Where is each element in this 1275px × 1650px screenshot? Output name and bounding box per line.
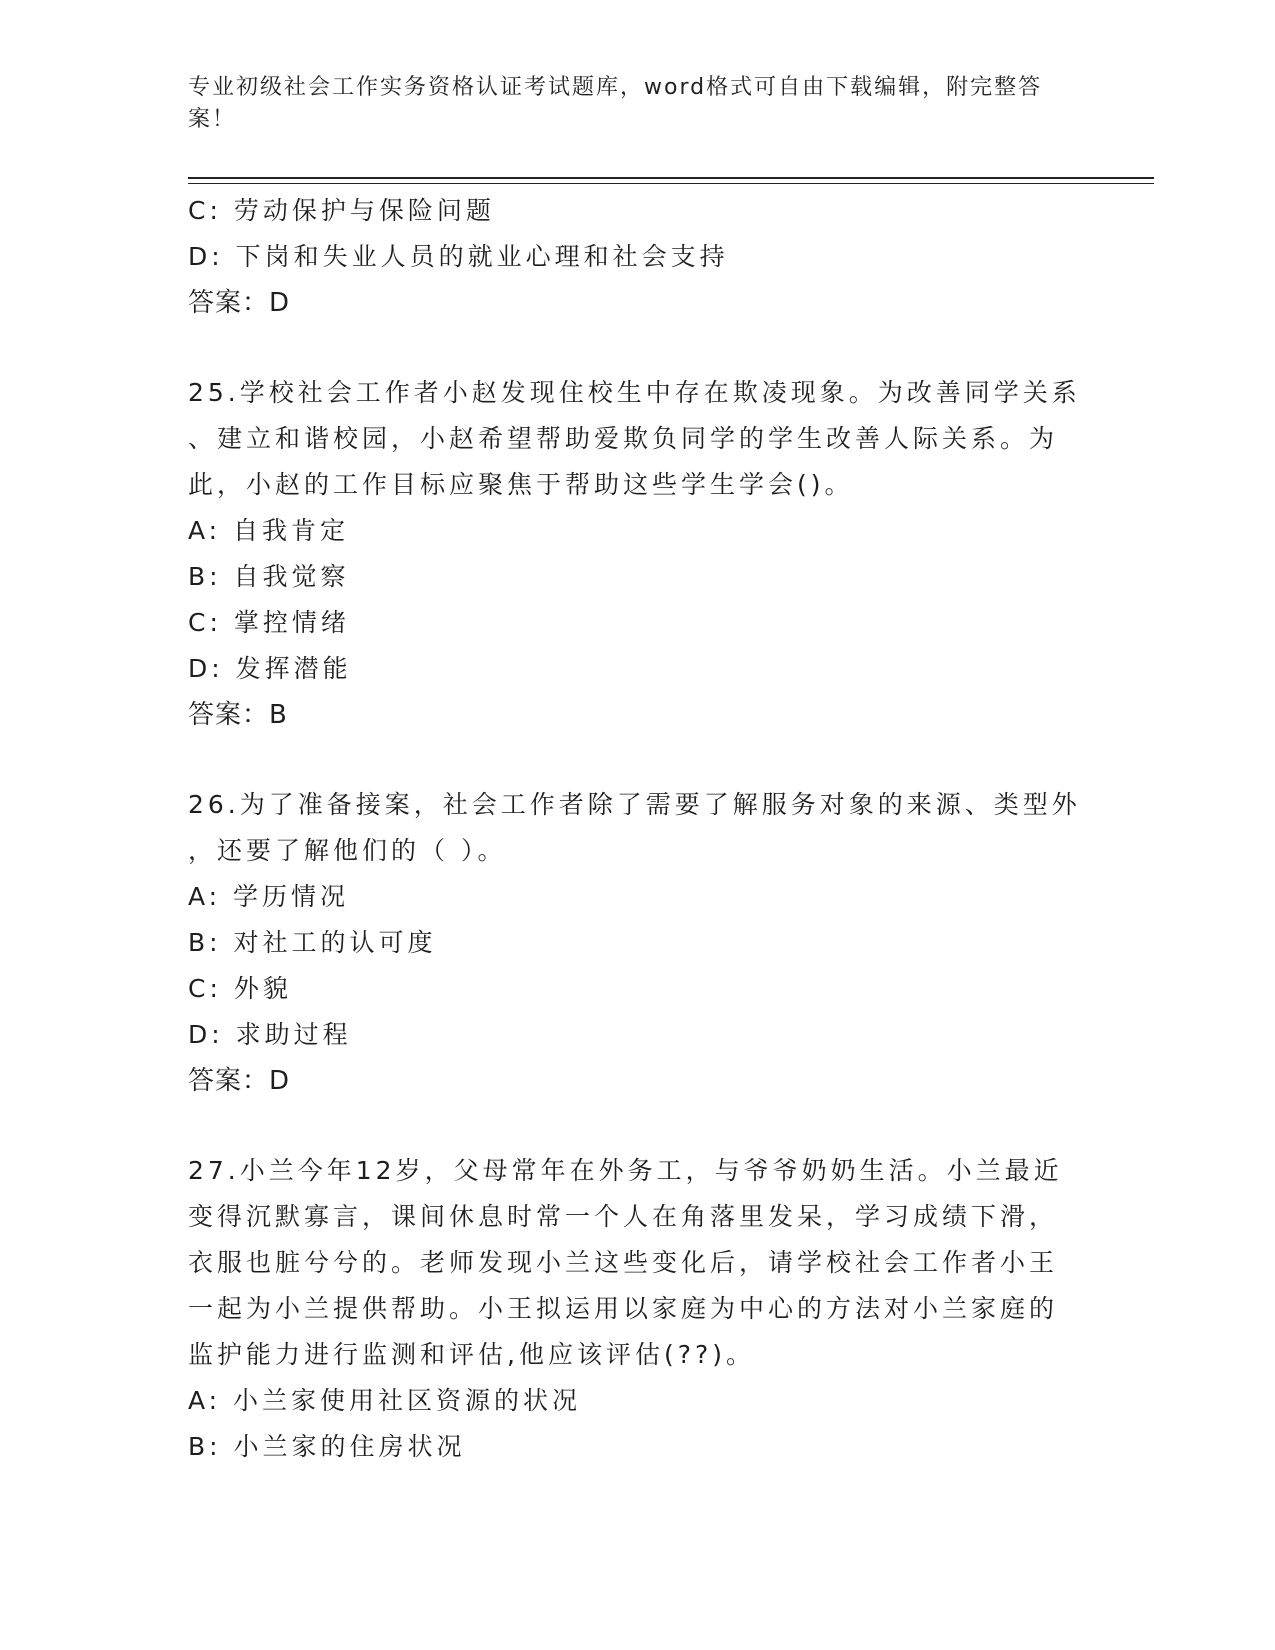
option-a: A: 学历情况	[188, 882, 350, 911]
question-25	[188, 370, 1088, 738]
question-26	[188, 782, 1088, 1104]
page-header	[188, 72, 1068, 136]
question-text-line: 衣服也脏兮兮的。老师发现小兰这些变化后，请学校社会工作者小王	[188, 1248, 1059, 1277]
option-a: A: 自我肯定	[188, 516, 350, 545]
question-text-line: 25.学校社会工作者小赵发现住校生中存在欺凌现象。为改善同学关系	[188, 378, 1081, 407]
option-b: B: 小兰家的住房状况	[188, 1432, 466, 1461]
option-a: A: 小兰家使用社区资源的状况	[188, 1386, 582, 1415]
spacer	[188, 1104, 1088, 1148]
header-line-2: 案！	[188, 107, 237, 132]
spacer	[188, 738, 1088, 782]
question-block-continued	[188, 188, 1088, 326]
question-content	[188, 188, 1088, 1470]
option-c: C: 外貌	[188, 974, 292, 1003]
option-b: B: 对社工的认可度	[188, 928, 437, 957]
header-rule-thick	[188, 177, 1154, 179]
question-text-line: 、建立和谐校园，小赵希望帮助爱欺负同学的学生改善人际关系。为	[188, 424, 1059, 453]
question-text-line: 一起为小兰提供帮助。小王拟运用以家庭为中心的方法对小兰家庭的	[188, 1294, 1059, 1323]
question-text-line: 此，小赵的工作目标应聚焦于帮助这些学生学会()。	[188, 470, 854, 499]
answer-label: 答案：D	[188, 1066, 291, 1096]
question-text-line: 27.小兰今年12岁，父母常年在外务工，与爷爷奶奶生活。小兰最近	[188, 1156, 1063, 1185]
spacer	[188, 326, 1088, 370]
option-c: C: 劳动保护与保险问题	[188, 196, 495, 225]
question-text-line: 变得沉默寡言，课间休息时常一个人在角落里发呆，学习成绩下滑，	[188, 1202, 1059, 1231]
option-b: B: 自我觉察	[188, 562, 350, 591]
header-line-1: 专业初级社会工作实务资格认证考试题库，word格式可自由下载编辑，附完整答	[188, 75, 1043, 100]
option-d: D: 发挥潜能	[188, 654, 352, 683]
option-d: D: 求助过程	[188, 1020, 352, 1049]
question-text-line: ，还要了解他们的（ ）。	[188, 836, 507, 865]
answer-label: 答案：B	[188, 700, 288, 730]
option-c: C: 掌控情绪	[188, 608, 350, 637]
answer-label: 答案：D	[188, 288, 291, 318]
option-d: D: 下岗和失业人员的就业心理和社会支持	[188, 242, 729, 271]
question-27	[188, 1148, 1088, 1470]
header-rule-thin	[188, 183, 1154, 184]
question-text-line: 监护能力进行监测和评估,他应该评估(??)。	[188, 1340, 755, 1369]
question-text-line: 26.为了准备接案，社会工作者除了需要了解服务对象的来源、类型外	[188, 790, 1081, 819]
